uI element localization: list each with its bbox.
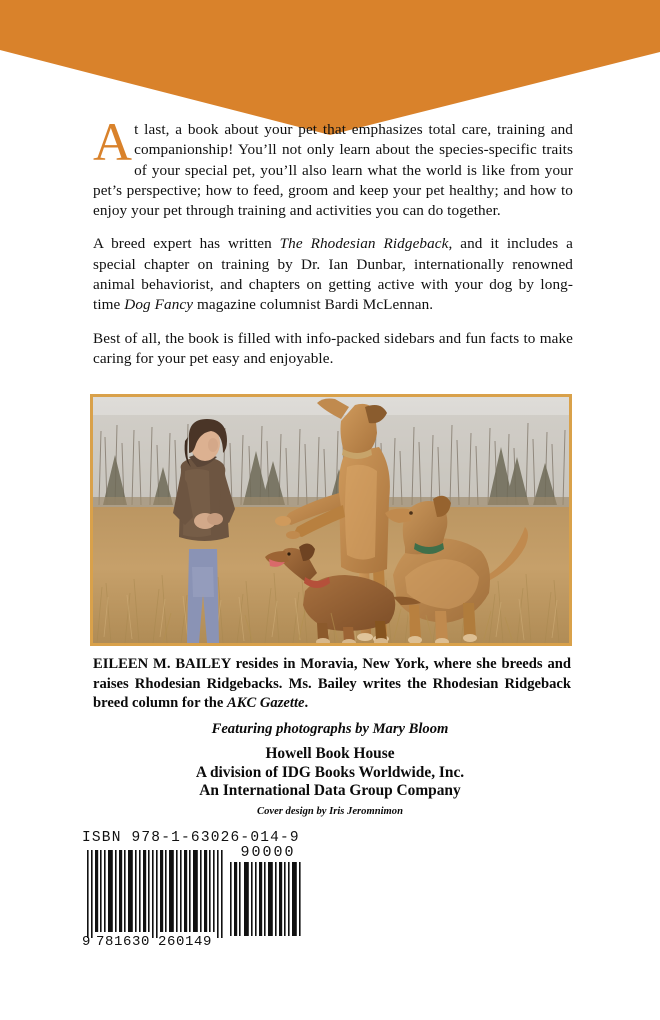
ean13-barcode: [85, 850, 227, 938]
blurb-p2-part-b: , and it includes a special chapter on training by Dr. Ian Dunbar, internationally renowned animal behaviorist, and chapters on getting active with your dog by long-time: [93, 235, 573, 314]
publisher-line-3: An International Data Group Company: [199, 782, 461, 800]
blurb-p2-part-a: A breed expert has written: [93, 235, 280, 253]
author-name: EILEEN M. BAILEY: [93, 656, 231, 672]
cover-design-credit: Cover design by Iris Jeromnimon: [257, 806, 403, 817]
price-code-label: 90000: [240, 844, 296, 861]
ean-lead-digit: 9: [82, 934, 92, 950]
book-title-italic: The Rhodesian Ridgeback: [279, 235, 449, 253]
author-bio: [93, 655, 571, 714]
blurb-paragraph-2: [93, 234, 573, 315]
isbn-label: ISBN 978-1-63026-014-9: [82, 830, 300, 846]
ean-group-2: 260149: [158, 934, 213, 950]
drop-cap-letter: A: [93, 112, 133, 172]
publisher-block: [0, 745, 660, 801]
blurb-copy: [93, 112, 573, 369]
blurb-p2-part-c: magazine columnist Bardi McLennan.: [193, 296, 434, 314]
magazine-title-italic: Dog Fancy: [124, 296, 194, 314]
photography-credit: Featuring photographs by Mary Bloom: [211, 721, 449, 737]
ean-group-1: 781630: [96, 934, 151, 950]
photograph-illustration: [93, 397, 569, 643]
blurb-paragraph-1: [93, 112, 573, 221]
blurb-paragraph-3: Best of all, the book is filled with info-packed sidebars and fun facts to make caring for your pet easy and enjoyable.: [93, 329, 573, 367]
publisher-line-2: A division of IDG Books Worldwide, Inc.: [195, 763, 465, 781]
publication-italic: AKC Gazette: [227, 695, 305, 712]
author-bio-text-b: .: [304, 695, 309, 712]
barcode-block: [82, 830, 312, 950]
cover-photograph: [90, 394, 572, 646]
publisher-line-1: Howell Book House: [265, 745, 395, 762]
blurb-paragraph-1-text: t last, a book about your pet that emphasizes total care, training and companionship! You’ll not only learn about the species-specific traits of your special pet, you’ll also learn what the world is like from your pet’s perspective; how to feed, groom and keep your pet healthy; and how to enjoy your pet through training and activities you can do together.: [93, 121, 573, 220]
ean5-supplement-barcode: [228, 862, 302, 936]
author-bio-text-a: resides in Moravia, New York, where she breeds and raises Rhodesian Ridgebacks. Ms. Bailey writes the Rhodesian Ridgeback breed column for the: [93, 656, 571, 712]
ean13-digits: [82, 934, 242, 950]
